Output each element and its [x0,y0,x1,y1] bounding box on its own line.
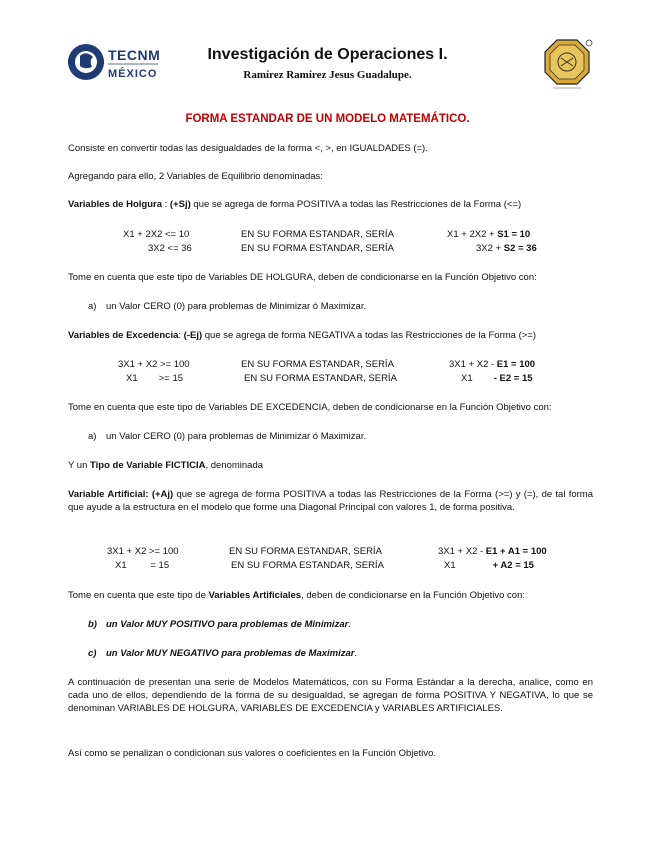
list-item [88,648,357,661]
ficticia-line [68,460,593,473]
logo-left-subtext: MÉXICO [108,68,158,80]
constraint-left: 3X2 <= 36 [148,243,192,254]
constraint-right [476,243,537,256]
closing-paragraph: A continuación de presentan una serie de Modelos Matemáticos, con su Forma Estándar a la derecha, analice, como en cada uno de ellos, dependiendo de la forma de su desigualdad, se agregan de forma POSITIVA Y NEGATIVA, lo que se denominan VARIABLES DE HOLGURA, VARIABLES DE EXCEDENCIA y VARIABLES ARTIFICIALES. [68,677,593,714]
excedencia-code: (-Ej) [183,330,203,341]
constraint-right-bold: E1 + A1 = 100 [485,546,547,557]
closing-paragraph-2: Así como se penalizan o condicionan sus valores o coeficientes en la Función Objetivo. [68,748,437,759]
standard-form-label: EN SU FORMA ESTANDAR, SERÍA [231,560,384,571]
seal-logo [537,38,595,90]
excedencia-note: Tome en cuenta que este tipo de Variables DE EXCEDENCIA, deben de condicionarse en la Función Objetivo con: [68,402,552,413]
constraint-right [444,560,534,573]
list-end: . [348,619,351,630]
artificial-term: Variable Artificial: [68,489,149,500]
constraint-left: X1 = 15 [115,560,170,571]
page-subtitle: Ramírez Ramírez Jesus Guadalupe. [243,69,412,81]
excedencia-rest: que se agrega de forma NEGATIVA a todas las Restricciones de la Forma (>=) [202,330,537,341]
constraint-right-bold: S2 = 36 [503,243,537,254]
holgura-note: Tome en cuenta que este tipo de Variables DE HOLGURA, deben de condicionarse en la Función Objetivo con: [68,272,537,283]
constraint-left: 3X1 + X2 >= 100 [118,359,190,370]
constraint-right [447,229,530,242]
constraint-right-plain: 3X2 + [476,243,504,254]
excedencia-definition [68,330,593,343]
constraint-right-plain: X1 [461,373,494,384]
excedencia-term: Variables de Excedencia [68,330,179,341]
list-text: un Valor MUY NEGATIVO para problemas de Maximizar [106,648,355,659]
list-marker: c) [88,648,97,659]
holgura-definition [68,199,593,212]
constraint-right-bold: - E2 = 15 [493,373,533,384]
constraint-left: X1 + 2X2 <= 10 [123,229,190,240]
constraint-right [449,359,535,372]
list-item [88,619,351,632]
constraint-right [461,373,533,386]
standard-form-label: EN SU FORMA ESTANDAR, SERÍA [241,359,394,370]
list-end: . [354,648,358,659]
constraint-left: 3X1 + X2 >= 100 [107,546,179,557]
ficticia-term: Tipo de Variable FICTICIA [90,460,206,471]
constraint-right-bold: S1 = 10 [497,229,531,240]
standard-form-label: EN SU FORMA ESTANDAR, SERÍA [241,229,394,240]
constraint-right-bold: + A2 = 15 [492,560,534,571]
list-marker: a) [88,301,97,312]
holgura-rest: que se agrega de forma POSITIVA a todas las Restricciones de la Forma (<=) [190,199,522,210]
constraint-right [438,546,547,559]
holgura-sep: : [161,199,170,210]
constraint-right-plain: 3X1 + X2 - [449,359,497,370]
excedencia-sep: : [178,330,184,341]
artificial-note [68,590,593,603]
list-text: un Valor MUY POSITIVO para problemas de Minimizar [106,619,349,630]
constraint-right-plain: 3X1 + X2 - [438,546,486,557]
ficticia-post: , denominada [205,460,264,471]
artificial-note-bold: Variables Artificiales [208,590,302,601]
constraint-right-plain: X1 [444,560,493,571]
page-title: Investigación de Operaciones I. [207,46,448,63]
list-text: un Valor CERO (0) para problemas de Minimizar ó Maximizar. [106,431,367,442]
intro-paragraph-2: Agregando para ello, 2 Variables de Equilibrio denominadas: [68,171,323,182]
artificial-note-post: , deben de condicionarse en la Función Objetivo con: [301,590,526,601]
list-marker: b) [88,619,97,630]
intro-paragraph: Consiste en convertir todas las desigualdades de la forma <, >, en IGUALDADES (=). [68,143,428,154]
standard-form-label: EN SU FORMA ESTANDAR, SERÍA [241,243,394,254]
constraint-right-bold: E1 = 100 [496,359,536,370]
holgura-code: (+Sj) [169,199,191,210]
list-item [88,431,366,444]
standard-form-label: EN SU FORMA ESTANDAR, SERÍA [229,546,382,557]
constraint-right-plain: X1 + 2X2 + [447,229,498,240]
constraint-left: X1 >= 15 [126,373,184,384]
list-marker: a) [88,431,97,442]
artificial-code: (+Aj) [148,489,174,500]
document-title: FORMA ESTANDAR DE UN MODELO MATEMÁTICO. [185,113,470,125]
list-item [88,301,366,314]
ficticia-pre: Y un [68,460,91,471]
artificial-rest: que se agrega de forma POSITIVA a todas las Restricciones de la Forma (>=) y (=), de tal forma que ayude a la estructura en el modelo que forme una Diagonal Principal con valores 1, de forma positiva. [68,489,594,513]
artificial-note-pre: Tome en cuenta que este tipo de [68,590,209,601]
standard-form-label: EN SU FORMA ESTANDAR, SERÍA [244,373,397,384]
logo-left-text: TECNM [108,47,161,63]
list-text: un Valor CERO (0) para problemas de Minimizar ó Maximizar. [106,301,367,312]
artificial-definition [68,489,593,515]
holgura-term: Variables de Holgura [68,199,162,210]
